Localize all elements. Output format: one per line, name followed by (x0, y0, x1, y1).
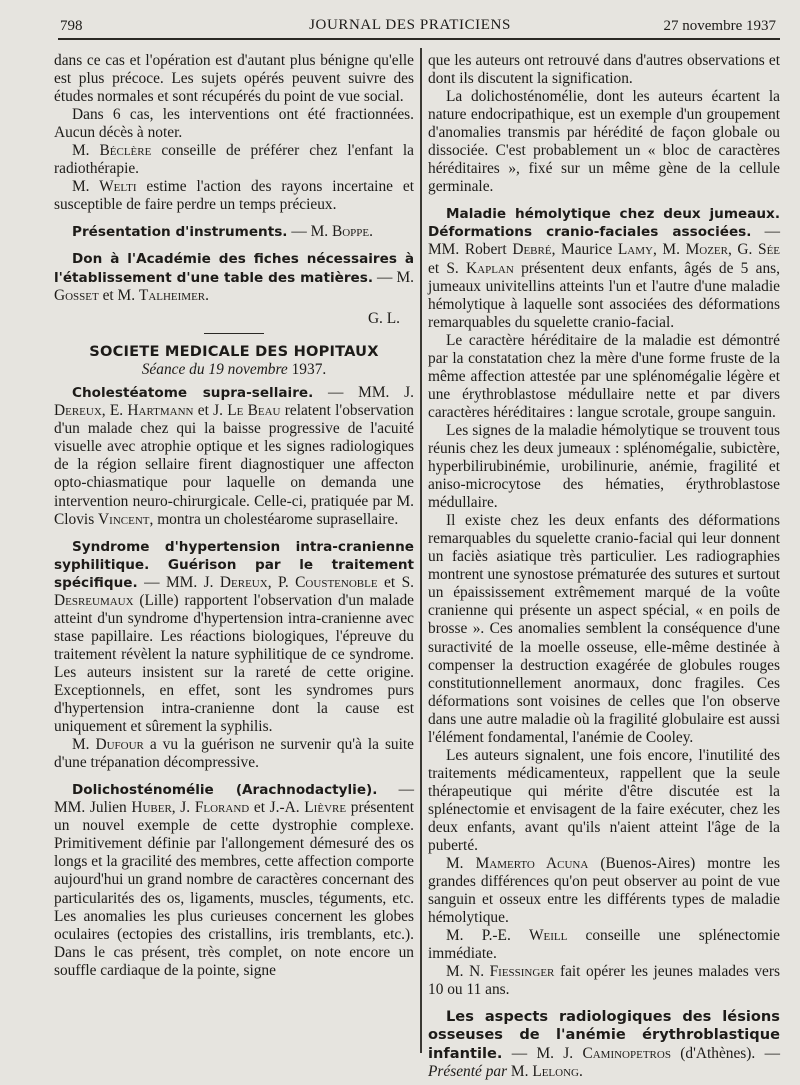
paragraph-heredite: Le caractère héréditaire de la maladie est démontré par la constatation chez la mère d'une forme fruste de la même affection attestée par une splénomégalie légère et une érythroblastose médullaire nette et par divers caractères héréditaires : langue scrotale, groupe sanguin. (428, 331, 780, 421)
section-heading: Syndrome d'hypertension intra-cranienne syphilitique. Guérison par le traitement spécifique. (54, 538, 414, 591)
item-aspects-radiologiques: Les aspects radiologiques des lésions osseuses de l'anémie érythroblastique infantile. — M. J. Caminopetros (d'Athènes). — Présenté par M. Lelong. (428, 1008, 780, 1080)
section-heading: Maladie hémolytique chez deux jumeaux. Déformations cranio-faciales associées. (428, 206, 780, 241)
paragraph-traitements: Les auteurs signalent, une fois encore, l'inutilité des traitements médicamenteux, rappellent que la seule thérapeutique qui mérite d'être discutée est la splénectomie et envisagent de la faire exécuter, chez les deux enfants, avant qu'ils n'aient atteint l'âge de la puberté. (428, 746, 780, 855)
item-maladie-hemolytique: Maladie hémolytique chez deux jumeaux. Déformations cranio-faciales associées. — MM. Robert Debré, Maurice Lamy, M. Mozer, G. Sée et S. Kaplan présentent deux enfants, âgés de 5 ans, jumeaux univitellins atteints l'un et l'autre d'une maladie hémolytique à laquelle sont associées des déformations remarquables du squelette cranio-facial. (428, 206, 781, 331)
section-heading: Les aspects radiologiques des lésions osseuses de l'anémie érythroblastique infantile. (428, 1008, 780, 1062)
issue-date: 27 novembre 1937 (663, 18, 776, 34)
signature: G. L. (367, 309, 400, 327)
header-rule (58, 38, 780, 40)
paragraph-beclere: M. Béclère conseille de préférer chez l'enfant la radiothérapie. (54, 142, 414, 178)
paragraph-dolichostenomelie: La dolichosténomélie, dont les auteurs écartent la nature endocripathique, est un exemple d'un groupement d'anomalies transmis par hérédité de façon globale ou dissociée. C'est probablement un « bloc de caractères héréditaires », fixé sur un même gène de la cellule germinale. (428, 88, 780, 196)
section-heading: Don à l'Académie des fiches nécessaires à l'établissement d'une table des matières. (54, 251, 414, 286)
item-presentation-instruments: Présentation d'instruments. — M. Boppe. (72, 223, 373, 241)
page-number: 798 (60, 18, 83, 34)
journal-title: JOURNAL DES PRATICIENS (309, 17, 511, 33)
left-column (54, 52, 414, 980)
author-welti: M. Welti (72, 178, 137, 196)
item-cholesteatome: Cholestéatome supra-sellaire. — MM. J. Dereux, E. Hartmann et J. Le Beau relatent l'observation d'un malade chez qui la baisse progressive de l'acuité visuelle avec atrophie optique et les signes radiologiques de la région sellaire firent diagnostiquer une affecton opto-chiasmatique pour laquelle on demanda une intervention neuro-chirurgicale. Celle-ci, pratiquée par M. Clovis Vincent, montra un cholestéarome suprasellaire. (54, 384, 415, 528)
section-heading: Cholestéatome supra-sellaire. (72, 385, 314, 402)
paragraph-acuna: M. Mamerto Acuna (Buenos-Aires) montre les grandes différences qu'on peut observer au point de vue sanguin et osseux entre les différents types de maladie hémolytique. (428, 855, 780, 927)
right-column (428, 52, 780, 1081)
section-heading: Présentation d'instruments. (72, 224, 288, 241)
paragraph-deformations: Il existe chez les deux enfants des déformations remarquables du squelette cranio-facial qui leur donnent un faciès asiatique très particulier. Les radiographies montrent une synostose prématurée des sutures et surtout un épaississement extrêmement marqué de la voûte cranienne qui présente un aspect spécial, « en poils de brosse ». Ces anomalies semblent la conséquence d'une suractivité de la moelle osseuse, elle-même destinée à compenser la destruction exagérée de globules rouges constitutionnellement anormaux, donc fragiles. Ces déformations sont voisines de celles que l'on observe dans une autre maladie où la fragilité globulaire est aussi l'élément fondamental, l'anémie de Cooley. (428, 512, 780, 746)
paragraph-dufour: M. Dufour a vu la guérison ne survenir qu'à la suite d'une trépanation décompressive. (54, 736, 415, 772)
item-dolichostenomelie: Dolichosténomélie (Arachnodactylie). — MM. Julien Huber, J. Florand et J.-A. Lièvre présentent un nouvel exemple de cette dystrophie complexe. Primitivement définie par l'allongement démesuré des os longs et la gracilité des membres, cette affection comporte aujourd'hui un grand nombre de caractères concernant des particularités des os, ligaments, muscles, téguments, etc. Les anomalies les plus curieuses concernent les globes oculaires (ectopies des cristallins, iris tremblants, etc.). Dans le cas présent, très complet, on note encore un souffle cardiaque de la pointe, signe (54, 781, 414, 979)
session-date: Séance du 19 novembre 1937. (141, 361, 327, 379)
page-header (40, 14, 780, 38)
paragraph-welti: M. Welti estime l'action des rayons incertaine et susceptible de faire perdre un temps précieux. (54, 178, 414, 214)
column-divider (420, 48, 422, 1053)
society-title: SOCIETE MEDICALE DES HOPITAUX (89, 343, 379, 361)
paragraph-weill: M. P.-E. Weill conseille une splénectomie immédiate. (428, 927, 780, 963)
paragraph-continuation: dans ce cas et l'opération est d'autant plus bénigne qu'elle est plus précoce. Les sujets opérés peuvent suivre des études normales et sont récupérés du point de vue social. (54, 52, 414, 106)
paragraph-interventions: Dans 6 cas, les interventions ont été fractionnées. Aucun décès à noter. (54, 106, 414, 142)
author-beclere: M. Béclère (72, 142, 152, 160)
item-don-academie: Don à l'Académie des fiches nécessaires à l'établissement d'une table des matières. — M. Gosset et M. Talheimer. (54, 251, 414, 304)
item-syndrome-hypertension: Syndrome d'hypertension intra-cranienne syphilitique. Guérison par le traitement spécifique. — MM. J. Dereux, P. Coustenoble et S. Desreumaux (Lille) rapportent l'observation d'un malade atteint d'un syndrome d'hypertension intra-cranienne avec stase papillaire. Les réactions biologiques, l'épreuve du traitement révèlent la nature syphilitique de ce syndrome. Les auteurs insistent sur la rareté de cette origine. Exceptionnels, en effet, sont les syndromes purs d'hypertension intra-cranienne dont la cause est uniquement et sûrement la syphilis. (54, 538, 414, 736)
paragraph-fiessinger: M. N. Fiessinger fait opérer les jeunes malades vers 10 ou 11 ans. (428, 963, 780, 999)
section-heading: Dolichosténomélie (Arachnodactylie). (72, 782, 378, 799)
paragraph-signes: Les signes de la maladie hémolytique se trouvent tous réunis chez les deux jumeaux : splénomégalie, subictère, hyperbilirubinémie, urobilinurie, anémie, fragilité et aniso-microcytose des hématies, érythroblastose médullaire. (428, 421, 780, 512)
paragraph-continuation: que les auteurs ont retrouvé dans d'autres observations et dont ils discutent la signification. (428, 52, 780, 88)
